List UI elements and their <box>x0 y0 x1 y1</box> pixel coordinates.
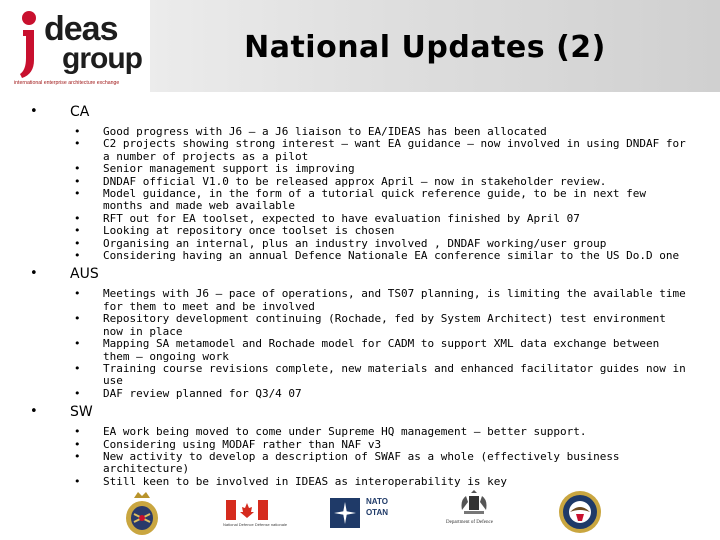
section-label: CA <box>70 104 90 120</box>
uk-defence-crest-icon <box>120 490 164 538</box>
list-item: • Repository development continuing (Rochade, fed by System Architect) test environment now in place <box>74 312 666 338</box>
list-item: • DNDAF official V1.0 to be released approx April – now in stakeholder review. <box>74 174 607 188</box>
list-item: • Looking at repository once toolset is chosen <box>74 224 395 238</box>
section-sw <box>30 404 690 488</box>
section-label: AUS <box>70 266 99 283</box>
list-item: • Senior management support is improving <box>74 162 355 176</box>
nato-text: NATO OTAN <box>365 497 389 517</box>
list-item: • Organising an internal, plus an industry involved , DNDAF working/user group <box>74 236 607 250</box>
list-item: • Mapping SA metamodel and Rochade model for CADM to support XML data exchange between them – ongoing work <box>74 337 660 363</box>
list-item: • DAF review planned for Q3/4 07 <box>74 386 302 400</box>
logo-tagline: international enterprise architecture exchange <box>14 80 120 86</box>
logo-i-icon <box>14 8 44 82</box>
list-item: • Considering having an annual Defence Nationale EA conference similar to the US Do.D one <box>74 249 680 263</box>
canada-flag-icon <box>222 498 272 534</box>
footer-logos <box>0 484 720 540</box>
list-item: • New activity to develop a description of SWAF as a whole (effectively business architecture) <box>74 449 620 476</box>
list-item: • C2 projects showing strong interest – want EA guidance – now involved in using DNDAF for a number of projects as a pilot <box>74 137 686 163</box>
page-title: National Updates (2) <box>244 30 606 65</box>
australia-caption: Department of Defence <box>446 520 493 525</box>
list-item: • Meetings with J6 – pace of operations, and TS07 planning, is limiting the available time for them to meet and be involved <box>74 287 686 313</box>
us-dod-seal-icon <box>558 490 602 534</box>
section-ca <box>30 104 690 262</box>
list-item: • EA work being moved to come under Supreme HQ management – better support. <box>74 425 587 439</box>
list-item: • Considering using MODAF rather than NAF v3 <box>74 437 382 451</box>
section-label: SW <box>70 404 93 421</box>
australia-arms-icon <box>456 490 492 518</box>
list-item: • Good progress with J6 – a J6 liaison to EA/IDEAS has been allocated <box>74 125 547 138</box>
bullet-icon: • <box>30 104 38 119</box>
list-item: • RFT out for EA toolset, expected to have evaluation finished by April 07 <box>74 211 580 225</box>
nato-compass-icon <box>330 494 360 530</box>
ideas-group-logo <box>0 0 150 92</box>
list-item: • Still keen to be involved in IDEAS as interoperability is key <box>74 474 507 488</box>
logo-word-deas: deas <box>44 10 118 48</box>
bullet-icon: • <box>30 404 38 420</box>
list-item: • Training course revisions complete, new materials and enhanced facilitator guides now in use <box>74 361 686 388</box>
logo-word-group: group <box>62 42 142 75</box>
canada-caption: National Defence Défense nationale <box>223 522 288 527</box>
section-aus <box>30 266 690 400</box>
bullet-icon: • <box>30 266 38 282</box>
list-item: • Model guidance, in the form of a tutorial quick reference guide, to be in next few months and made web available <box>74 187 647 213</box>
content-area <box>30 104 690 488</box>
